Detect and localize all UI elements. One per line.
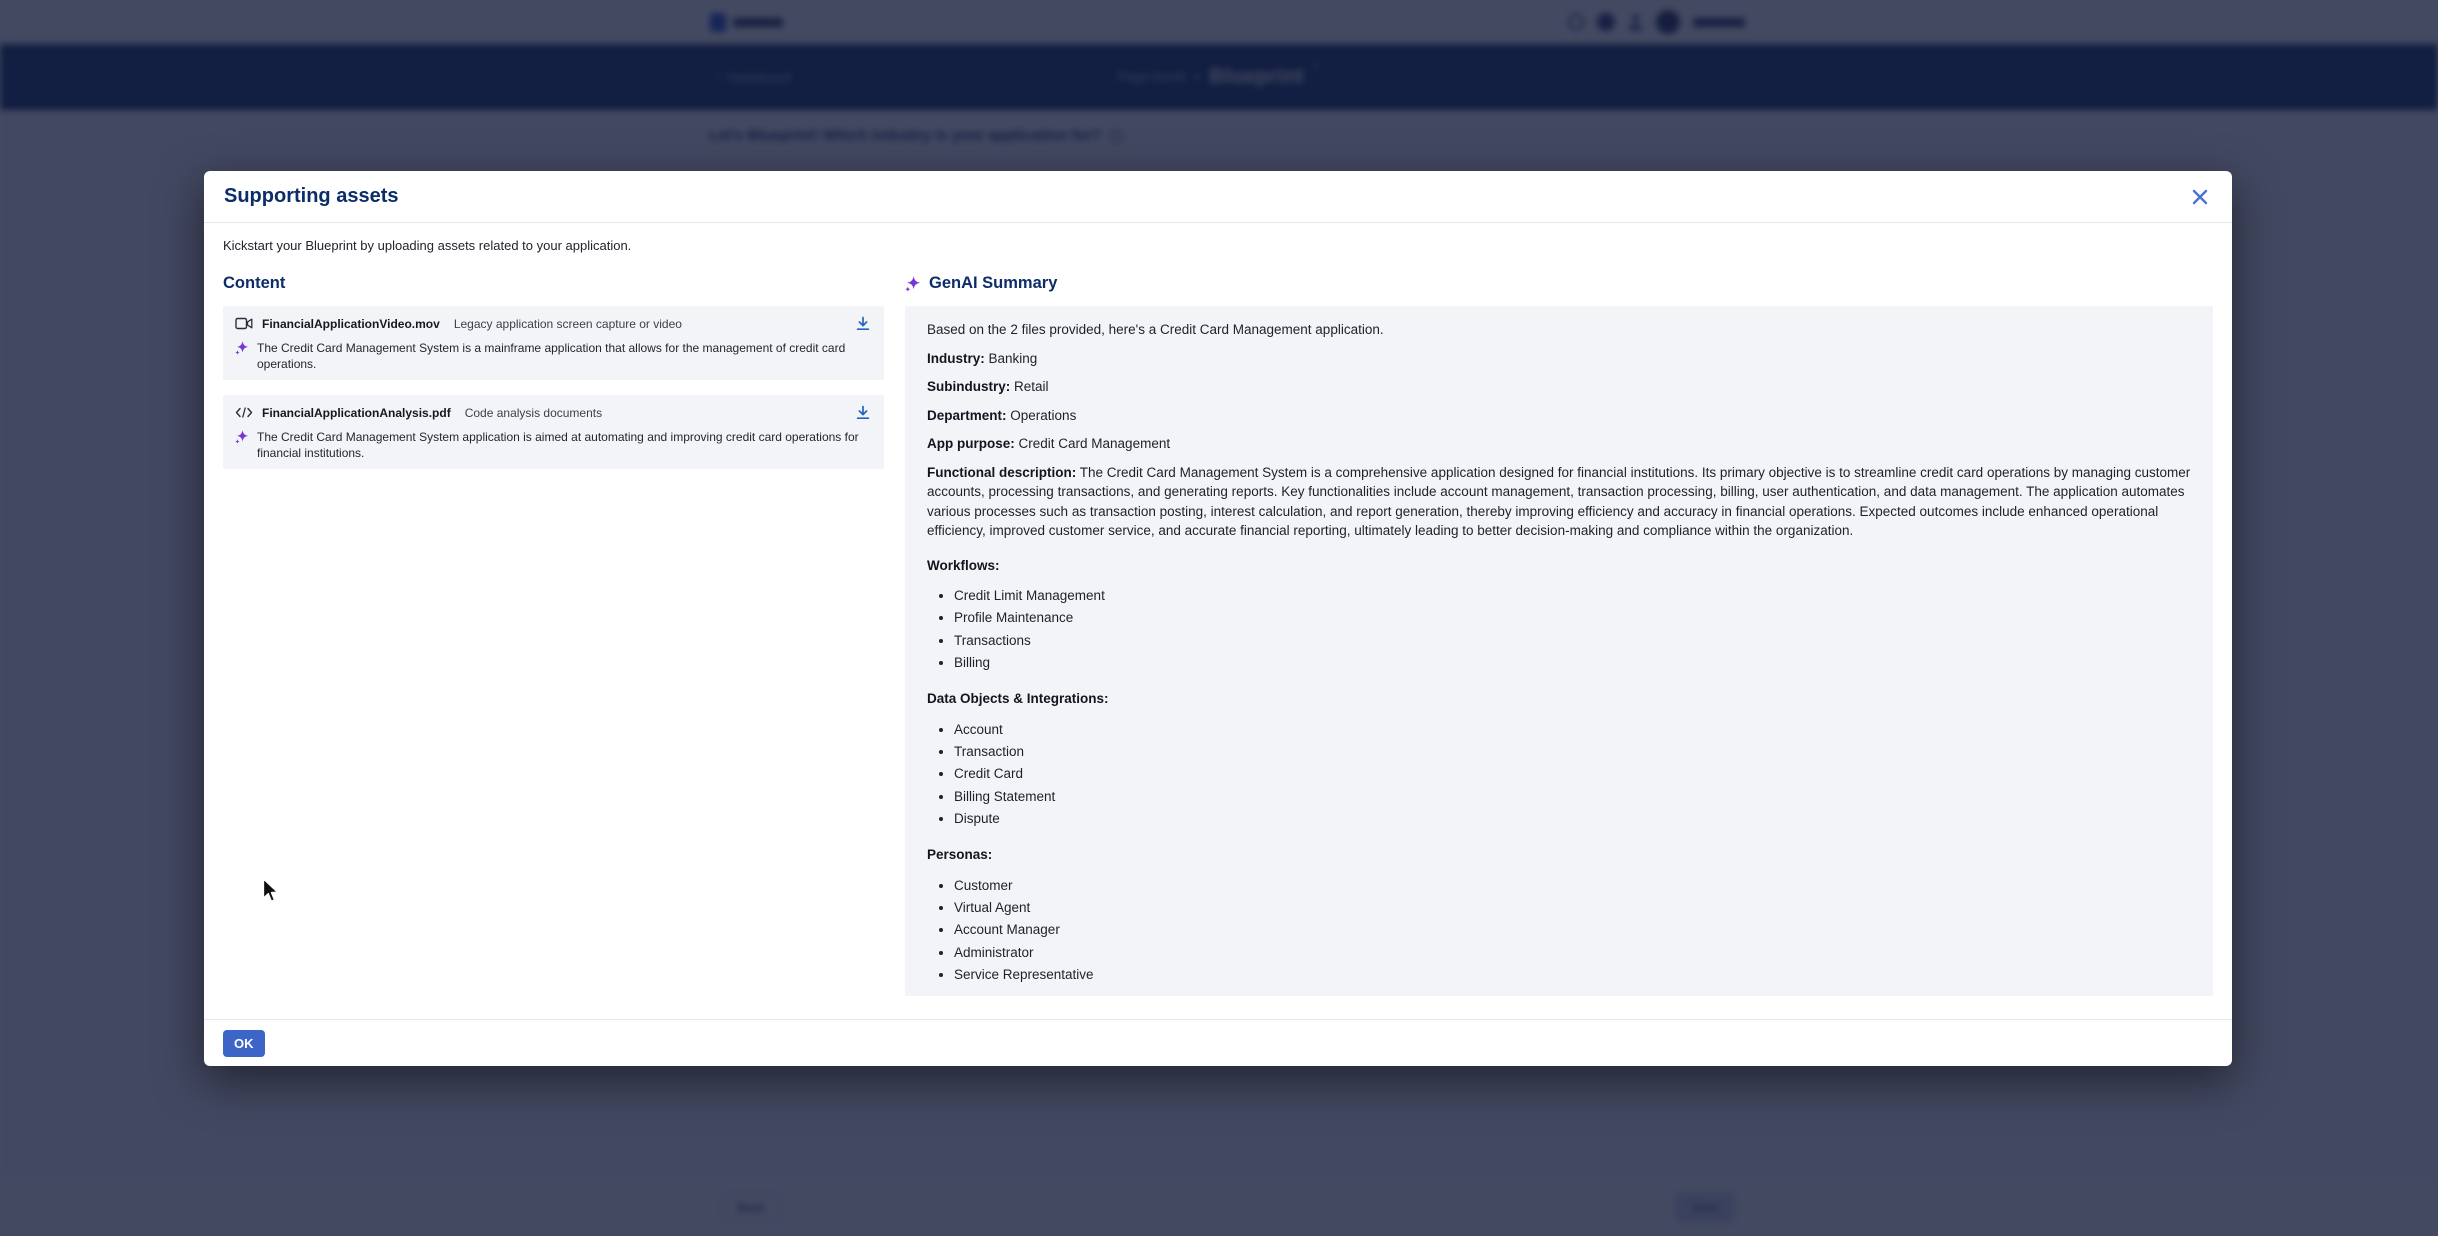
workflows-list bbox=[927, 585, 2191, 674]
genai-summary-panel bbox=[905, 306, 2213, 996]
list-item: • Dispute bbox=[954, 808, 2191, 830]
list-item: • Service Representative bbox=[954, 964, 2191, 986]
file-genai-summary: The Credit Card Management System application is aimed at automating and improving credit card operations for financial institutions. bbox=[257, 430, 859, 460]
list-item: • Billing Statement bbox=[954, 786, 2191, 808]
section-title: Workflows: bbox=[927, 557, 1000, 573]
list-item: • Credit Card bbox=[954, 763, 2191, 785]
dialog-subtitle: Kickstart your Blueprint by uploading assets related to your application. bbox=[223, 238, 632, 253]
list-item: • Profile Maintenance bbox=[954, 607, 2191, 629]
genai-summary-column bbox=[905, 274, 2213, 996]
file-type: Legacy application screen capture or video bbox=[453, 316, 682, 331]
download-icon[interactable] bbox=[854, 314, 872, 333]
supporting-assets-dialog bbox=[204, 171, 2232, 1066]
list-item: • Virtual Agent bbox=[954, 897, 2191, 919]
list-item: • Transaction bbox=[954, 741, 2191, 763]
ok-button[interactable]: OK bbox=[223, 1030, 265, 1057]
content-column bbox=[223, 274, 884, 996]
genai-summary-heading: GenAI Summary bbox=[905, 274, 2213, 293]
list-item: • Customer bbox=[954, 875, 2191, 897]
list-item: • Administrator bbox=[954, 942, 2191, 964]
mouse-cursor bbox=[262, 878, 280, 904]
data-objects-list bbox=[927, 719, 2191, 830]
code-icon bbox=[235, 406, 253, 419]
dialog-body bbox=[204, 223, 2232, 1019]
genai-field: Department: Operations bbox=[927, 407, 1077, 423]
genai-sparkle-icon bbox=[235, 430, 249, 444]
section-title: Personas: bbox=[927, 847, 993, 863]
genai-field: Industry: Banking bbox=[927, 350, 1038, 366]
file-name: FinancialApplicationVideo.mov bbox=[262, 316, 440, 331]
video-icon bbox=[235, 317, 253, 330]
file-card bbox=[223, 395, 884, 469]
list-item: • Billing bbox=[954, 652, 2191, 674]
list-item: • Transactions bbox=[954, 630, 2191, 652]
dialog-footer bbox=[204, 1019, 2232, 1066]
file-name: FinancialApplicationAnalysis.pdf bbox=[262, 405, 451, 420]
personas-list bbox=[927, 875, 2191, 986]
section-title: Data Objects & Integrations: bbox=[927, 691, 1109, 707]
content-heading: Content bbox=[223, 274, 286, 292]
genai-sparkle-icon bbox=[235, 341, 249, 355]
file-genai-summary: The Credit Card Management System is a mainframe application that allows for the management of credit card operations. bbox=[257, 341, 846, 371]
close-icon[interactable] bbox=[2188, 185, 2212, 209]
dialog-title: Supporting assets bbox=[224, 185, 399, 207]
list-item: • Account Manager bbox=[954, 919, 2191, 941]
file-card bbox=[223, 306, 884, 380]
genai-field: Subindustry: Retail bbox=[927, 379, 1049, 394]
download-icon[interactable] bbox=[854, 403, 872, 422]
genai-field: App purpose: Credit Card Management bbox=[927, 436, 1171, 451]
genai-intro: Based on the 2 files provided, here's a Credit Card Management application. bbox=[927, 322, 1384, 337]
list-item: • Credit Limit Management bbox=[954, 585, 2191, 607]
file-type: Code analysis documents bbox=[464, 405, 603, 420]
dialog-header bbox=[204, 171, 2232, 223]
list-item: • Account bbox=[954, 719, 2191, 741]
genai-field: Functional description: The Credit Card Management System is a comprehensive application designed for financial institutions. Its primary objective is to streamline credit card operations by managing customer accounts, processing transactions, and generating reports. Key functionalities include account management, transaction processing, billing, user authentication, and data management. The application automates various processes such as transaction posting, interest calculation, and report generation, thereby improving efficiency and accuracy in financial operations. Expected outcomes include enhanced operational efficiency, improved customer service, and accurate financial reporting, ultimately leading to better decision-making and compliance within the organization. bbox=[927, 464, 2191, 538]
genai-sparkle-icon bbox=[905, 276, 921, 292]
